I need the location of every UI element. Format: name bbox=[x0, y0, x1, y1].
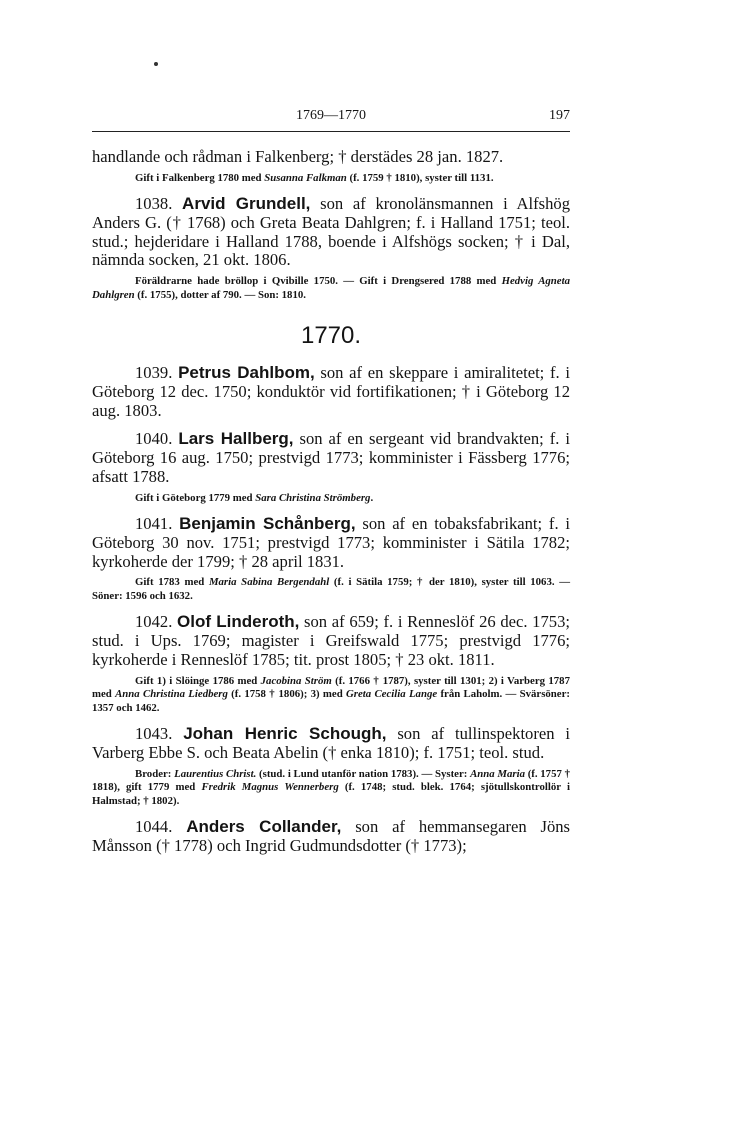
entry-1043: 1043. Johan Henric Schough, son af tullinspektoren i Varberg Ebbe S. och Beata Abelin († enka 1810); f. 1751; teol. stud. bbox=[92, 724, 570, 762]
entry-name: Johan Henric Schough, bbox=[183, 724, 387, 744]
entry-name: Anders Collander, bbox=[186, 817, 342, 837]
page-number: 197 bbox=[549, 108, 570, 123]
entry-name: Olof Linderoth, bbox=[177, 612, 300, 632]
header-year-range: 1769—1770 bbox=[296, 108, 366, 123]
entry-number: 1040. bbox=[135, 429, 173, 449]
entry-number: 1039. bbox=[135, 363, 173, 383]
entry-number: 1044. bbox=[135, 817, 173, 837]
page bbox=[92, 104, 570, 856]
continuation-note: Gift i Falkenberg 1780 med Susanna Falkman (f. 1759 † 1810), syster till 1131. bbox=[135, 171, 494, 184]
entry-name: Arvid Grundell, bbox=[182, 194, 311, 214]
entry-number: 1042. bbox=[135, 612, 173, 632]
entry-1043-note: Broder: Laurentius Christ. (stud. i Lund utanför nation 1783). — Syster: Anna Maria (f. 1757 † 1818), gift 1779 med Fredrik Magnus Wennerberg (f. 1748; stud. blek. 1764; sjötullskontrollör i Halmstad; † 1802). bbox=[92, 767, 570, 807]
entry-1040: 1040. Lars Hallberg, son af en sergeant vid brandvakten; f. i Göteborg 16 aug. 1750; prestvigd 1773; komminister i Fässberg 1776; afsatt 1788. bbox=[92, 429, 571, 486]
entry-1042-note: Gift 1) i Slöinge 1786 med Jacobina Ström (f. 1766 † 1787), syster till 1301; 2) i Varberg 1787 med Anna Christina Liedberg (f. 1758 † 1806); 3) med Greta Cecilia Lange från Laholm. — Svärsöner: 1357 och 1462. bbox=[92, 674, 570, 714]
entry-1038-note: Föräldrarne hade bröllop i Qvibille 1750. — Gift i Drengsered 1788 med Hedvig Agneta Dahlgren (f. 1755), dotter af 790. — Son: 1810. bbox=[92, 275, 570, 301]
entry-1044: 1044. Anders Collander, son af hemmansegaren Jöns Månsson († 1778) och Ingrid Gudmundsdotter († 1773); bbox=[92, 817, 571, 856]
entry-1041: 1041. Benjamin Schånberg, son af en tobaksfabrikant; f. i Göteborg 30 nov. 1751; prestvigd 1773; komminister i Sätila 1782; kyrkoherde der 1799; † 28 april 1831. bbox=[92, 514, 570, 571]
page-body bbox=[92, 148, 570, 856]
entry-name: Petrus Dahlbom, bbox=[178, 363, 315, 383]
entry-name: Benjamin Schånberg, bbox=[179, 514, 356, 534]
running-header bbox=[92, 104, 570, 128]
entry-name: Lars Hallberg, bbox=[178, 429, 294, 449]
entry-number: 1041. bbox=[135, 514, 173, 534]
entry-1042: 1042. Olof Linderoth, son af 659; f. i Renneslöf 26 dec. 1753; stud. i Ups. 1769; magister i Greifswald 1775; prestvigd 1776; kyrkoherde i Renneslöf 1785; tit. prost 1805; † 23 okt. 1811. bbox=[92, 612, 570, 669]
entry-1041-note: Gift 1783 med Maria Sabina Bergendahl (f. i Sätila 1759; † der 1810), syster till 1063. — Söner: 1596 och 1632. bbox=[92, 576, 570, 602]
header-rule bbox=[92, 131, 570, 132]
entry-1039: 1039. Petrus Dahlbom, son af en skeppare i amiralitetet; f. i Göteborg 12 dec. 1750; konduktör vid fortifikationen; † i Göteborg 12 aug. 1803. bbox=[92, 363, 570, 420]
entry-number: 1038. bbox=[135, 194, 173, 214]
entry-number: 1043. bbox=[135, 724, 173, 744]
continuation-text: handlande och rådman i Falkenberg; † derstädes 28 jan. 1827. bbox=[92, 147, 504, 166]
year-heading: 1770. bbox=[300, 322, 362, 350]
entry-1040-note: Gift i Göteborg 1779 med Sara Christina Strömberg. bbox=[135, 491, 374, 504]
ink-speck bbox=[154, 62, 158, 66]
entry-1038: 1038. Arvid Grundell, son af kronolänsmannen i Alfshög Anders G. († 1768) och Greta Beata Dahlgren; f. i Halland 1751; teol. stud.; hejderidare i Halland 1788, boende i Alfshögs socken; † i Dal, nämnda socken, 21 okt. 1806. bbox=[92, 194, 570, 270]
